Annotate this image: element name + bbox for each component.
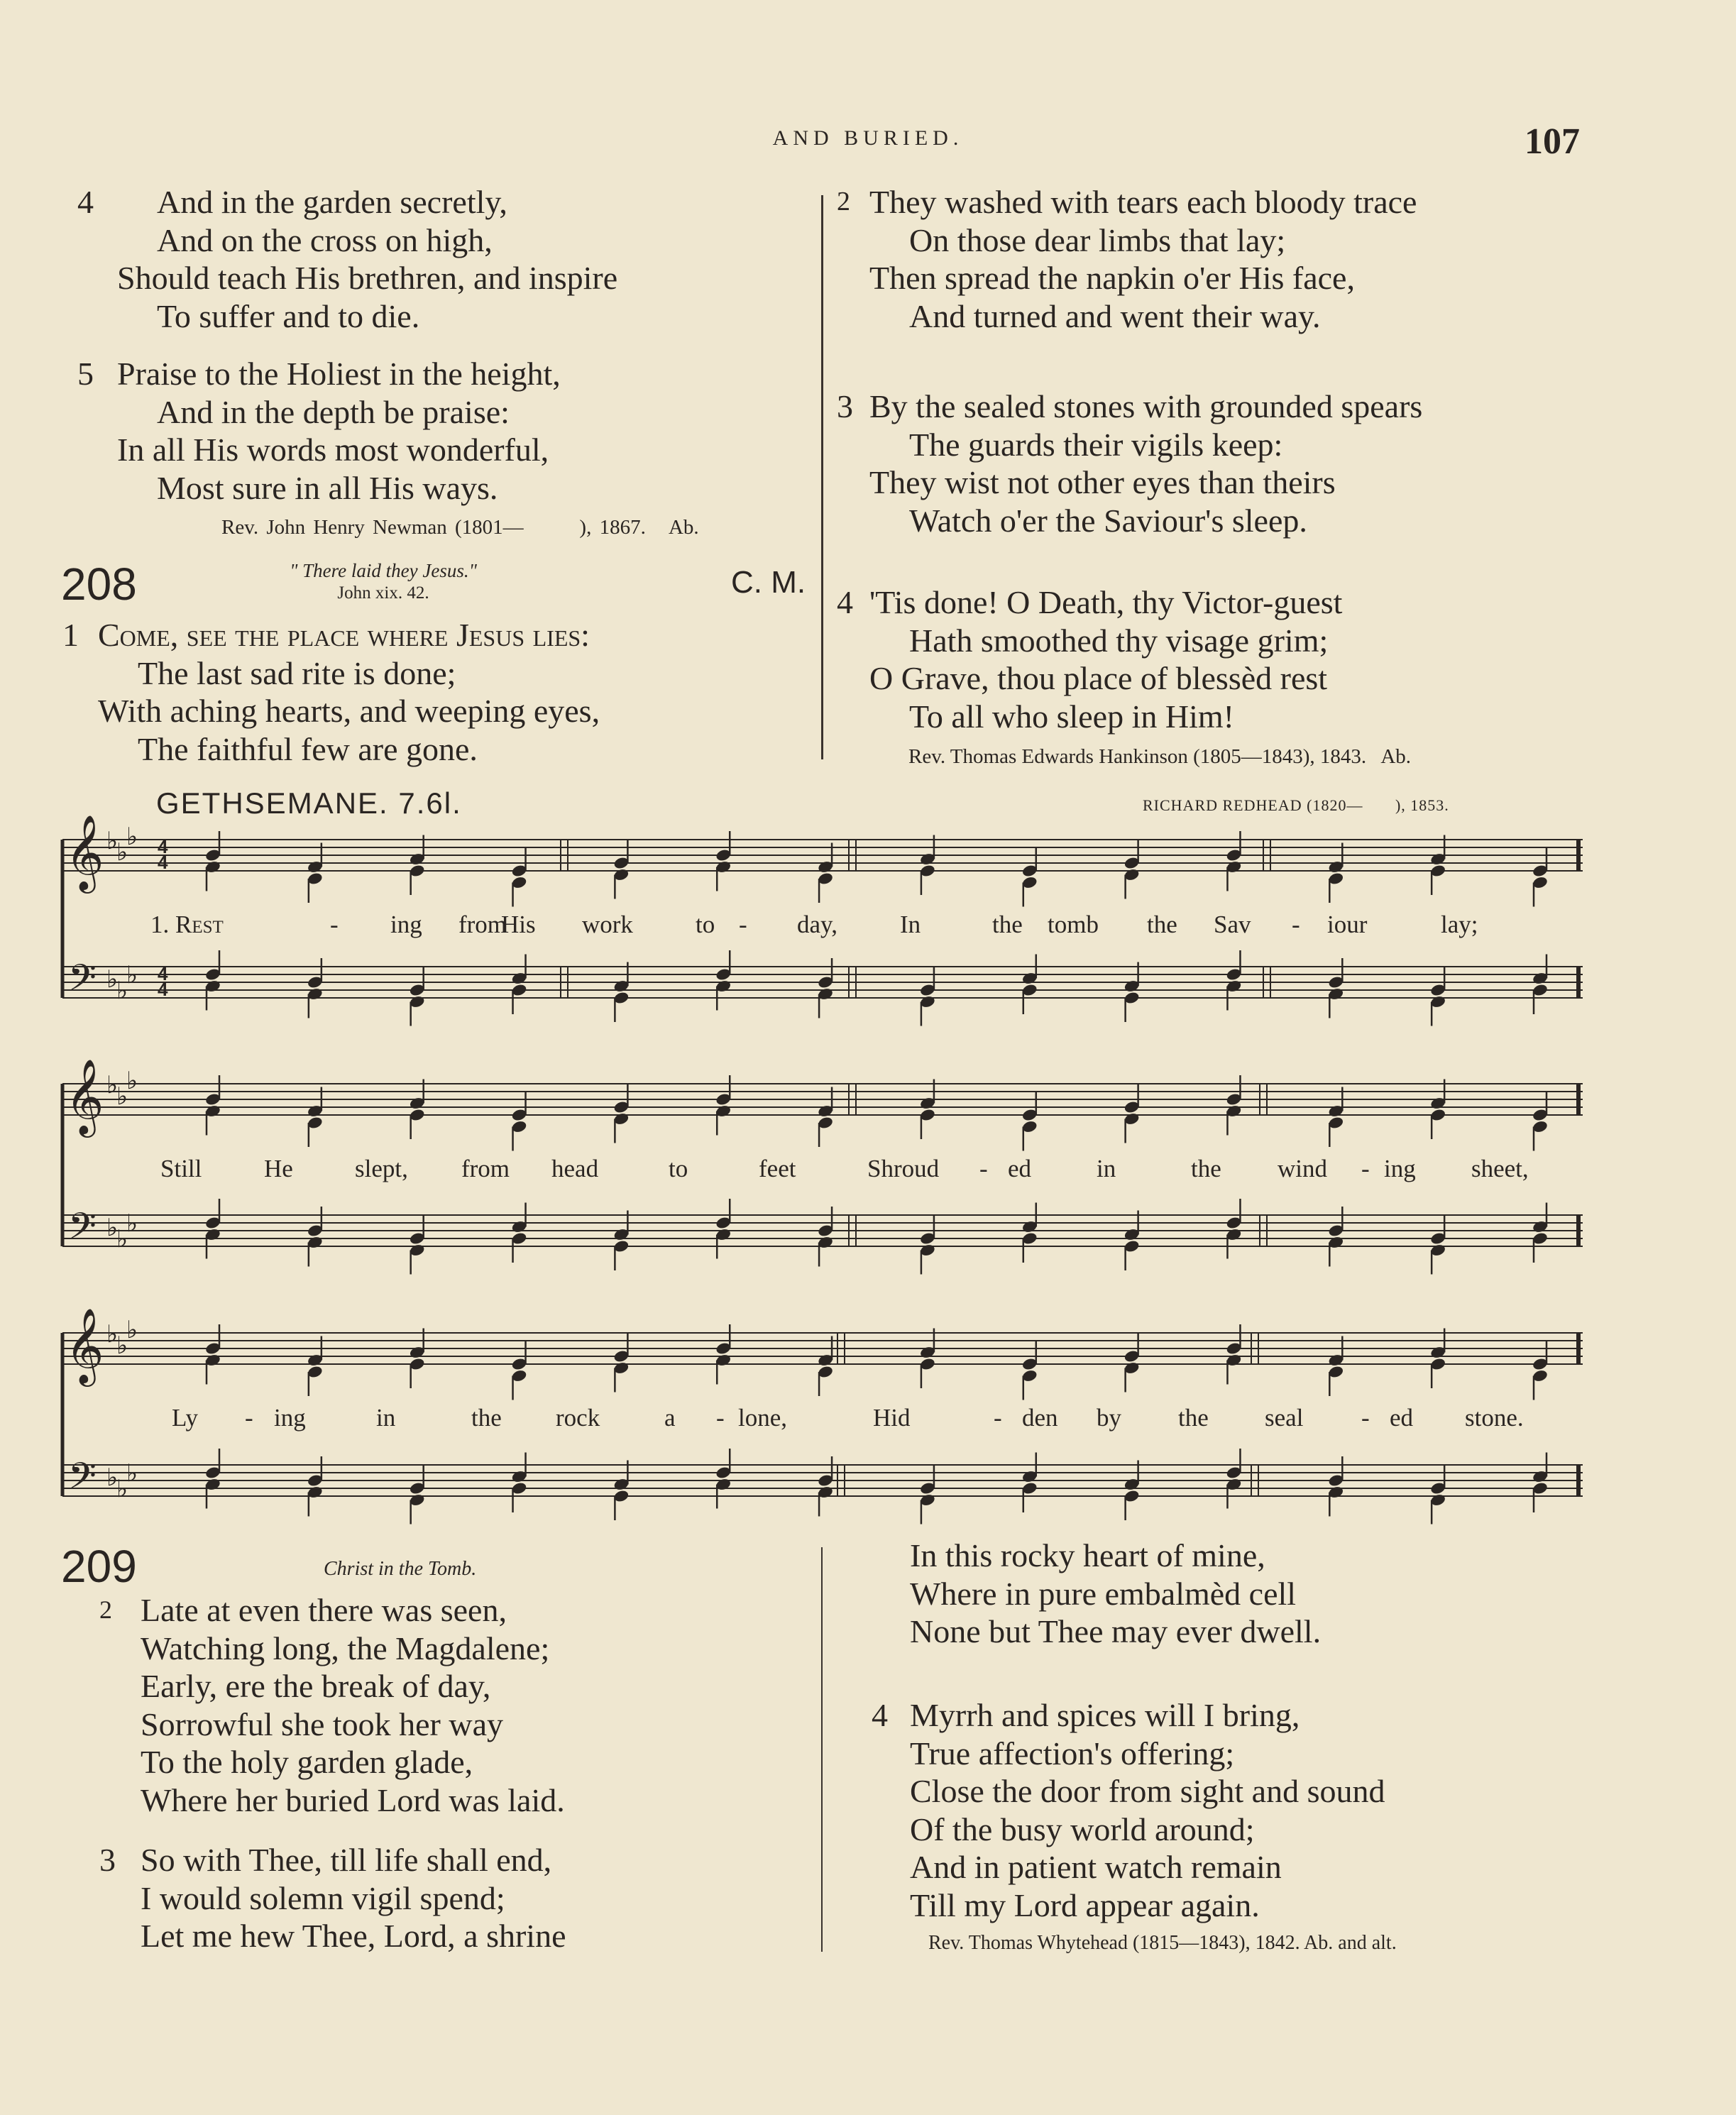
lyric-hyphen: - (979, 1155, 988, 1182)
hymn-number-209: 209 (61, 1541, 137, 1592)
lyric-syllable: ed (1008, 1155, 1032, 1182)
verse-line: Sorrowful she took her way (141, 1705, 504, 1742)
scripture-reference: John xix. 42. (337, 583, 429, 603)
verse-line: The guards their vigils keep: (909, 426, 1283, 463)
lyric-syllable: tomb (1048, 911, 1099, 938)
lyric-syllable: seal (1265, 1404, 1304, 1432)
column-divider-bottom (821, 1547, 823, 1952)
stanza-number: 4 (872, 1697, 888, 1733)
verse-line: By the sealed stones with grounded spears (869, 388, 1423, 424)
treble-clef-icon: 𝄞 (65, 1060, 104, 1133)
flat-icon: ♭ (126, 1317, 138, 1344)
verse-line: To suffer and to die. (157, 297, 420, 334)
lyric-hyphen: - (739, 911, 747, 938)
lyric-syllable: work (582, 911, 633, 938)
lyric-syllable: to (696, 911, 715, 938)
lyric-hyphen: - (1292, 911, 1300, 938)
stanza-number: 3 (837, 388, 853, 424)
lyric-syllable: ing (390, 911, 422, 938)
lyric-syllable: den (1022, 1404, 1058, 1432)
page-number: 107 (1525, 121, 1580, 162)
verse-line: Let me hew Thee, Lord, a shrine (141, 1918, 566, 1954)
lyric-syllable: Shroud (867, 1155, 940, 1182)
flat-icon: ♭ (106, 1465, 119, 1491)
lyric-syllable: Hid (873, 1404, 911, 1432)
stanza-number: 5 (77, 356, 94, 392)
stanza-number: 4 (837, 584, 853, 620)
lyric-hyphen: - (245, 1404, 253, 1432)
verse-line: 'Tis done! O Death, thy Victor-guest (869, 584, 1343, 620)
flat-icon: ♭ (126, 962, 138, 989)
time-sig-bottom: 4 (158, 979, 168, 1000)
lyric-syllable: day, (797, 911, 838, 938)
lyric-syllable: by (1097, 1404, 1121, 1432)
verse-line: On those dear limbs that lay; (909, 221, 1286, 258)
lyric-syllable: ing (1384, 1155, 1416, 1182)
lyric-syllable: lone, (738, 1404, 788, 1432)
verse-line: Hath smoothed thy visage grim; (909, 622, 1329, 659)
verse-line: Where her buried Lord was laid. (141, 1781, 565, 1818)
lyric-syllable: iour (1327, 911, 1368, 938)
tune-name: GETHSEMANE. 7.6l. (156, 786, 462, 820)
lyric-syllable: the (1147, 911, 1177, 938)
time-signature (158, 836, 168, 873)
lyric-syllable: the (1191, 1155, 1221, 1182)
lyric-syllable: He (264, 1155, 293, 1182)
lyric-syllable: from (461, 1155, 510, 1182)
verse-line: None but Thee may ever dwell. (910, 1613, 1322, 1649)
stanza-number: 4 (77, 184, 94, 220)
author-credit-newman: Rev. John Henry Newman (1801— ), 1867. Ab. (221, 516, 699, 539)
lyric-syllable: the (471, 1404, 502, 1432)
epigraph-text: " There laid they Jesus." (290, 560, 477, 581)
lyric-syllable: slept, (355, 1155, 408, 1182)
verse-line: Of the busy world around; (910, 1811, 1255, 1847)
verse-line: Late at even there was seen, (141, 1592, 507, 1628)
lyric-syllable: Sav (1214, 911, 1251, 938)
author-credit-hankinson: Rev. Thomas Edwards Hankinson (1805—1843), 1843. Ab. (908, 745, 1412, 768)
verse-line: And on the cross on high, (157, 221, 493, 258)
flat-icon: ♭ (126, 1068, 138, 1094)
flat-icon: ♭ (126, 1211, 138, 1237)
verse-line: Watch o'er the Saviour's sleep. (909, 502, 1307, 539)
flat-icon: ♭ (106, 967, 119, 993)
hymn-209-stanza-3-continued (910, 1537, 1321, 1651)
lyric-syllable: in (1097, 1155, 1116, 1182)
hymn-209-stanza-3 (99, 1841, 566, 1955)
flat-icon: ♭ (126, 1461, 138, 1487)
lyric-syllable: 1. Rest (150, 911, 224, 938)
flat-icon: ♭ (116, 1084, 128, 1110)
lyric-hyphen: - (1361, 1404, 1370, 1432)
lyric-syllable: the (1178, 1404, 1209, 1432)
verse-line: And in patient watch remain (910, 1849, 1282, 1885)
lyric-syllable: In (900, 911, 921, 938)
verse-line: And turned and went their way. (909, 297, 1321, 334)
lyric-syllable: feet (759, 1155, 796, 1182)
flat-icon: ♭ (106, 828, 119, 855)
lyric-hyphen: - (994, 1404, 1002, 1432)
verse-line: Early, ere the break of day, (141, 1668, 491, 1704)
flat-icon: ♭ (116, 1333, 128, 1359)
verse-line: To the holy garden glade, (141, 1744, 473, 1780)
bass-clef-icon: 𝄢 (68, 1457, 97, 1505)
flat-icon: ♭ (106, 1072, 119, 1099)
verse-line: To all who sleep in Him! (909, 698, 1234, 735)
verse-line: The last sad rite is done; (138, 654, 456, 691)
time-sig-top: 4 (158, 836, 168, 857)
lyric-syllable: sheet, (1471, 1155, 1529, 1182)
verse-line: In this rocky heart of mine, (910, 1537, 1265, 1573)
flat-icon: ♭ (126, 824, 138, 850)
lyric-syllable: lay; (1441, 911, 1478, 938)
flat-icon: ♭ (116, 978, 128, 1004)
verse-line: Where in pure embalmèd cell (910, 1575, 1297, 1612)
lyric-syllable: Ly (172, 1404, 198, 1432)
bass-clef-icon: 𝄢 (68, 959, 97, 1007)
verse-line: And in the garden secretly, (157, 184, 507, 220)
hymn-meter: C. M. (731, 565, 806, 600)
verse-line: Praise to the Holiest in the height, (117, 356, 561, 392)
lyric-syllable: in (376, 1404, 396, 1432)
verse-line: Myrrh and spices will I bring, (910, 1697, 1300, 1733)
verse-line: In all His words most wonderful, (117, 432, 549, 468)
flat-icon: ♭ (116, 840, 128, 866)
lyric-hyphen: - (330, 911, 339, 938)
lyric-syllable: His (501, 911, 536, 938)
lyric-syllable: the (992, 911, 1023, 938)
lyric-syllable: Still (160, 1155, 202, 1182)
tune-composer-credit: RICHARD REDHEAD (1820— ), 1853. (1143, 796, 1449, 814)
time-sig-bottom: 4 (158, 852, 168, 873)
lyric-syllable: head (551, 1155, 599, 1182)
flat-icon: ♭ (116, 1226, 128, 1253)
bass-clef-icon: 𝄢 (68, 1207, 97, 1256)
lyric-syllable: rock (556, 1404, 600, 1432)
verse-line: I would solemn vigil spend; (141, 1879, 505, 1916)
time-sig-top: 4 (158, 963, 168, 984)
verse-line: And in the depth be praise: (157, 393, 510, 430)
verse-line: Most sure in all His ways. (157, 469, 498, 506)
lyric-syllable: ed (1390, 1404, 1414, 1432)
verse-line: They washed with tears each bloody trace (869, 184, 1417, 220)
verse-line: Should teach His brethren, and inspire (117, 260, 618, 296)
lyric-syllable: a (664, 1404, 676, 1432)
lyric-hyphen: - (1361, 1155, 1370, 1182)
time-signature (158, 963, 168, 1000)
flat-icon: ♭ (106, 1322, 119, 1348)
lyric-syllable: to (669, 1155, 688, 1182)
verse-line: The faithful few are gone. (138, 730, 478, 767)
lyric-syllable: wind (1278, 1155, 1327, 1182)
flat-icon: ♭ (106, 1215, 119, 1241)
stanza-number: 3 (99, 1842, 116, 1878)
stanza-number: 2 (99, 1595, 112, 1624)
verse-line: They wist not other eyes than theirs (869, 464, 1336, 500)
verse-line: Close the door from sight and sound (910, 1773, 1385, 1809)
hymn-209-title: Christ in the Tomb. (324, 1558, 477, 1580)
lyric-syllable: from (458, 911, 507, 938)
lyric-hyphen: - (716, 1404, 725, 1432)
stanza-number: 2 (837, 187, 850, 216)
lyric-syllable: ing (274, 1404, 306, 1432)
verse-line: With aching hearts, and weeping eyes, (98, 693, 600, 729)
hymn-209-stanza-4 (872, 1696, 1385, 1924)
verse-line: True affection's offering; (910, 1735, 1235, 1771)
verse-line: Till my Lord appear again. (910, 1886, 1260, 1923)
verse-line: O Grave, thou place of blessèd rest (869, 660, 1328, 696)
running-head: AND BURIED. (772, 126, 964, 150)
verse-line: Then spread the napkin o'er His face, (869, 260, 1355, 296)
author-credit-whytehead: Rev. Thomas Whytehead (1815—1843), 1842. Ab. and alt. (928, 1932, 1397, 1954)
flat-icon: ♭ (116, 1476, 128, 1503)
lyric-syllable: stone. (1465, 1404, 1524, 1432)
treble-clef-icon: 𝄞 (65, 816, 104, 889)
verse-line: Watching long, the Magdalene; (141, 1630, 550, 1666)
hymn-209-stanza-2 (99, 1591, 565, 1819)
verse-line: So with Thee, till life shall end, (141, 1842, 552, 1878)
stanza-number: 1 (62, 617, 79, 653)
hymn-number-208: 208 (61, 559, 137, 610)
treble-clef-icon: 𝄞 (65, 1309, 104, 1382)
verse-line: Come, see the place where Jesus lies: (98, 617, 590, 653)
